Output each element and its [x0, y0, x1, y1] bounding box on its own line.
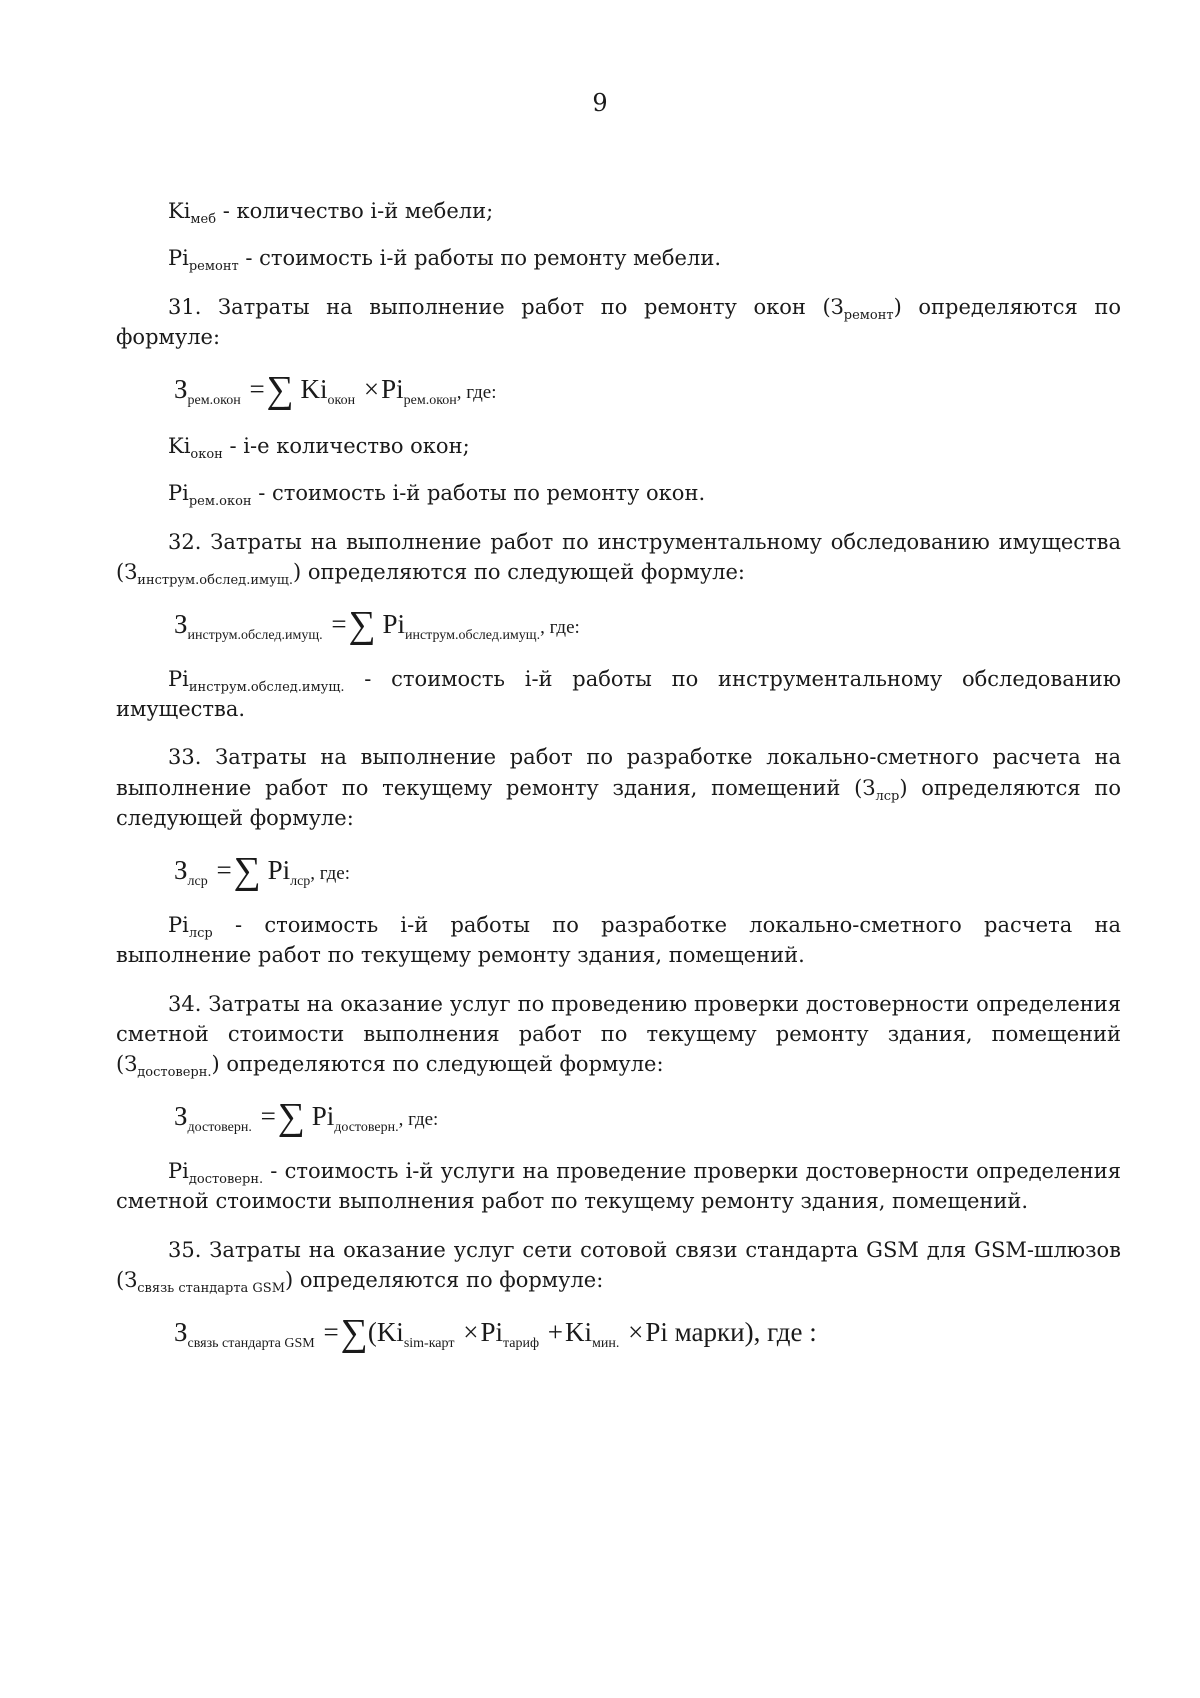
- formula-term: Ki: [376, 1316, 404, 1347]
- sum-sign: ∑: [348, 603, 376, 646]
- formula-subscript: рем.окон: [187, 392, 241, 408]
- definition-text: - стоимость i-й услуги на проведение проверки достоверности определения сметной стоимости выполнения работ по текущему ремонту здания, помещений.: [116, 1158, 1121, 1214]
- paragraph-text: ) определяются по формуле:: [116, 294, 1121, 350]
- formula-term: Pi: [382, 608, 405, 639]
- paragraph-text: ) определяются по следующей формуле:: [211, 1052, 664, 1077]
- formula-lhs: З: [174, 373, 188, 404]
- formula-subscript: достоверн.: [187, 1119, 252, 1135]
- paragraph-33: [116, 742, 1121, 833]
- formula-32: [174, 603, 1121, 646]
- subscript: ремонт: [843, 307, 894, 323]
- formula-tail: , где:: [310, 862, 351, 884]
- formula-tail: Pi марки), где :: [645, 1316, 817, 1347]
- page-number: 9: [592, 89, 608, 117]
- formula-subscript: sim-карт: [403, 1335, 455, 1351]
- formula-subscript: тариф: [502, 1335, 540, 1351]
- paragraph-text: 34. Затраты на оказание услуг по проведению проверки достоверности определения сметной стоимости выполнения работ по текущему ремонту здания, помещений (З: [116, 991, 1121, 1077]
- subscript: достоверн.: [137, 1065, 212, 1081]
- formula-subscript: лср: [187, 873, 208, 889]
- paragraph-31: [116, 292, 1121, 353]
- sum-sign: ∑: [277, 1095, 305, 1138]
- formula-term: Pi: [381, 373, 404, 404]
- formula-tail: , где:: [398, 1108, 439, 1130]
- formula-33: [174, 849, 1121, 892]
- symbol-subscript: инструм.обслед.имущ.: [188, 679, 345, 695]
- definition-text: - стоимость i-й работы по ремонту окон.: [251, 481, 706, 506]
- formula-lhs: З: [174, 1100, 188, 1131]
- symbol: Pi: [168, 912, 189, 937]
- formula-tail: , где:: [540, 616, 580, 638]
- sum-sign: ∑: [340, 1311, 368, 1354]
- paragraph-32: [116, 527, 1121, 588]
- formula-subscript: рем.окон: [403, 392, 457, 408]
- formula-subscript: инструм.обслед.имущ.: [187, 627, 323, 643]
- equals-sign: =: [249, 373, 265, 404]
- page-body: [116, 196, 1121, 1354]
- definition-paragraph: [116, 1156, 1121, 1217]
- equals-sign: =: [260, 1100, 276, 1131]
- subscript: связь стандарта GSM: [137, 1281, 286, 1297]
- definition-text: - стоимость i-й работы по разработке локально-сметного расчета на выполнение работ по текущему ремонту здания, помещений.: [116, 912, 1121, 968]
- symbol-subscript: ремонт: [188, 259, 239, 275]
- formula-term: Pi: [311, 1100, 335, 1131]
- formula-31: [174, 368, 1121, 411]
- formula-subscript: мин.: [592, 1335, 620, 1351]
- formula-term: Pi: [267, 854, 291, 885]
- paragraph-text: 32. Затраты на выполнение работ по инструментальному обследованию имущества (З: [116, 529, 1121, 585]
- definition-line: [116, 196, 1121, 226]
- paragraph-text: ) определяются по следующей формуле:: [116, 775, 1121, 831]
- formula-subscript: лср: [290, 873, 311, 889]
- equals-sign: =: [331, 608, 347, 639]
- paragraph-text: 35. Затраты на оказание услуг сети сотовой связи стандарта GSM для GSM-шлюзов (З: [116, 1237, 1121, 1293]
- subscript: лср: [875, 788, 900, 804]
- equals-sign: =: [323, 1316, 339, 1347]
- definition-text: - стоимость i-й работы по ремонту мебели.: [238, 246, 721, 271]
- multiply-sign: ×: [363, 373, 380, 404]
- multiply-sign: ×: [628, 1316, 644, 1347]
- paragraph-35: [116, 1235, 1121, 1296]
- symbol: Pi: [168, 1158, 189, 1183]
- definition-line: [116, 243, 1121, 273]
- symbol-subscript: меб: [190, 212, 217, 227]
- definition-paragraph: [116, 910, 1121, 971]
- symbol-subscript: достоверн.: [188, 1171, 264, 1187]
- definition-line: [116, 431, 1121, 461]
- paragraph-text: 31. Затраты на выполнение работ по ремонту окон (З: [168, 294, 844, 319]
- formula-term: Pi: [480, 1316, 503, 1347]
- paragraph-34: [116, 989, 1121, 1080]
- formula-tail: , где:: [456, 381, 497, 403]
- sum-sign: ∑: [233, 849, 261, 892]
- multiply-sign: ×: [463, 1316, 479, 1347]
- definition-text: - стоимость i-й работы по инструментальному обследованию имущества.: [116, 666, 1121, 721]
- symbol: Pi: [168, 481, 189, 506]
- formula-subscript: связь стандарта GSM: [187, 1335, 315, 1351]
- formula-lhs: З: [174, 1316, 188, 1347]
- formula-34: [174, 1095, 1121, 1138]
- equals-sign: =: [216, 854, 232, 885]
- formula-subscript: достоверн.: [334, 1119, 399, 1135]
- symbol-subscript: окон: [190, 446, 223, 462]
- plus-sign: +: [547, 1316, 564, 1347]
- definition-text: - количество i-й мебели;: [216, 199, 494, 223]
- paragraph-text: ) определяются по следующей формуле:: [292, 560, 745, 585]
- formula-subscript: окон: [327, 392, 356, 408]
- open-paren: (: [367, 1316, 377, 1347]
- symbol: Pi: [168, 666, 189, 691]
- formula-term: Ki: [565, 1316, 593, 1347]
- paragraph-text: 33. Затраты на выполнение работ по разработке локально-сметного расчета на выполнение работ по текущему ремонту здания, помещений (З: [116, 745, 1121, 800]
- definition-line: [116, 478, 1121, 508]
- formula-subscript: инструм.обслед.имущ.: [404, 627, 541, 643]
- symbol-subscript: лср: [188, 925, 213, 941]
- symbol: Ki: [168, 433, 191, 458]
- definition-text: - i-е количество окон;: [222, 433, 470, 458]
- paragraph-text: ) определяются по формуле:: [285, 1268, 604, 1293]
- definition-paragraph: [116, 664, 1121, 725]
- sum-sign: ∑: [266, 368, 294, 411]
- symbol: Ki: [168, 199, 191, 223]
- symbol: Pi: [168, 246, 189, 271]
- subscript: инструм.обслед.имущ.: [137, 573, 293, 589]
- formula-lhs: З: [174, 608, 188, 639]
- symbol-subscript: рем.окон: [188, 494, 252, 510]
- formula-lhs: З: [174, 854, 188, 885]
- formula-35: [174, 1311, 1121, 1354]
- formula-term: Ki: [300, 373, 328, 404]
